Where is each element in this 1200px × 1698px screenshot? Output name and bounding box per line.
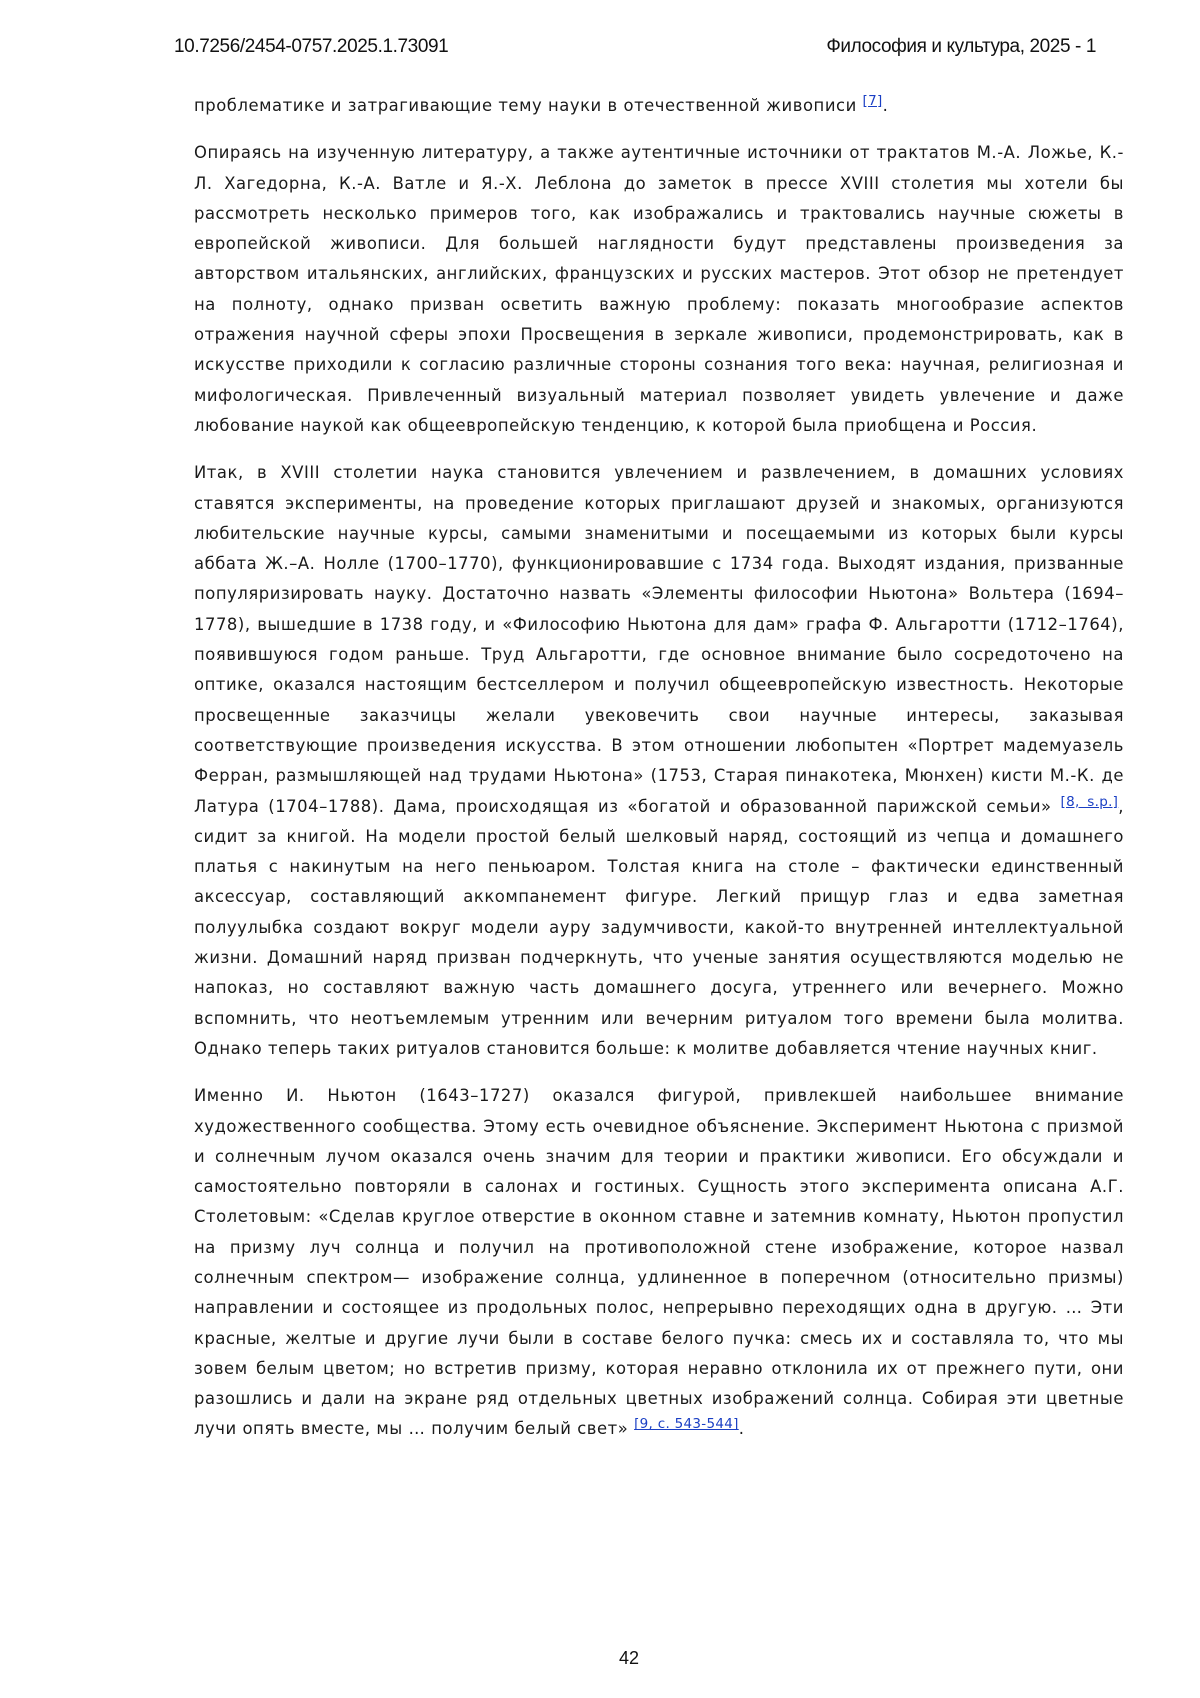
page-footer — [0, 1648, 1200, 1669]
article-body — [194, 91, 1124, 1462]
paragraph-2 — [194, 138, 1124, 441]
paragraph-3 — [194, 458, 1124, 1064]
page-number: 42 — [618, 1648, 640, 1668]
paragraph-text: . — [882, 96, 889, 115]
paragraph-text: Опираясь на изученную литературу, а также аутентичные источники от трактатов М.-А. Ложье, К.-Л. Хагедорна, К.-А. Ватле и Я.-Х. Леблона до заметок в прессе XVIII столетия мы хотели бы рассмотреть несколько примеров того, как изображались и трактовались научные сюжеты в европейской живописи. Для большей наглядности будут представлены произведения за авторством итальянских, английских, французских и русских мастеров. Этот обзор не претендует на полноту, однако призван осветить важную проблему: показать многообразие аспектов отражения научной сферы эпохи Просвещения в зеркале живописи, продемонстрировать, как в искусстве приходили к согласию различные стороны сознания того века: научная, религиозная и мифологическая. Привлеченный визуальный материал позволяет увидеть увлечение и даже любование наукой как общеевропейскую тенденцию, к которой была приобщена и Россия. — [194, 143, 1124, 435]
citation-link-7[interactable]: [7] — [862, 93, 883, 109]
citation-link-8[interactable]: [8, s.p.] — [1060, 793, 1119, 810]
paragraph-1 — [194, 91, 1124, 121]
paragraph-text: . — [738, 1419, 745, 1439]
paragraph-text: проблематике и затрагивающие тему науки в отечественной живописи — [194, 96, 863, 115]
paragraph-4 — [194, 1081, 1124, 1445]
journal-title: Философия и культура, 2025 - 1 — [826, 36, 1096, 57]
doi-label: 10.7256/2454-0757.2025.1.73091 — [174, 36, 449, 57]
paragraph-text: , сидит за книгой. На модели простой белый шелковый наряд, состоящий из чепца и домашнего платья с накинутым на него пеньюаром. Толстая книга на столе – фактически единственный аксессуар, составляющий аккомпанемент фигуре. Легкий прищур глаз и едва заметная полуулыбка создают вокруг модели ауру задумчивости, какой-то внутренней интеллектуальной жизни. Домашний наряд призван подчеркнуть, что ученые занятия осуществляются моделью не напоказ, но составляют важную часть домашнего досуга, утреннего или вечернего. Можно вспомнить, что неотъемлемым утренним или вечерним ритуалом того времени была молитва. Однако теперь таких ритуалов становится больше: к молитве добавляется чтение научных книг. — [194, 796, 1125, 1058]
citation-link-9[interactable]: [9, с. 543-544] — [634, 1416, 739, 1433]
page-header — [174, 36, 1096, 66]
paragraph-text: Именно И. Ньютон (1643–1727) оказался фигурой, привлекшей наибольшее внимание художественного сообщества. Этому есть очевидное объяснение. Эксперимент Ньютона с призмой и солнечным лучом оказался очень значим для теории и практики живописи. Его обсуждали и самостоятельно повторяли в салонах и гостиных. Сущность этого эксперимента описана А.Г. Столетовым: «Сделав круглое отверстие в оконном ставне и затемнив комнату, Ньютон пропустил на призму луч солнца и получил на противоположной стене изображение, которое назвал солнечным спектром— изображение солнца, удлиненное в поперечном (относительно призмы) направлении и состоящее из продольных полос, непрерывно переходящих одна в другую. … Эти красные, желтые и другие лучи были в составе белого пучка: смесь их и составляла то, что мы зовем белым цветом; но встретив призму, которая неравно отклонила их от прежнего пути, они разошлись и дали на экране ряд отдельных цветных изображений солнца. Собирая эти цветные лучи опять вместе, мы … получим белый свет» — [194, 1086, 1124, 1439]
paragraph-text: Итак, в XVIII столетии наука становится увлечением и развлечением, в домашних условиях ставятся эксперименты, на проведение которых приглашают друзей и знакомых, организуются любительские научные курсы, самыми знаменитыми и посещаемыми из которых были курсы аббата Ж.–А. Нолле (1700–1770), функционировавшие с 1734 года. Выходят издания, призванные популяризировать науку. Достаточно назвать «Элементы философии Ньютона» Вольтера (1694–1778), вышедшие в 1738 году, и «Философию Ньютона для дам» графа Ф. Альгаротти (1712–1764), появившуюся годом раньше. Труд Альгаротти, где основное внимание было сосредоточено на оптике, оказался настоящим бестселлером и получил общеевропейскую известность. Некоторые просвещенные заказчицы желали увековечить свои научные интересы, заказывая соответствующие произведения искусства. В этом отношении любопытен «Портрет мадемуазель Ферран, размышляющей над трудами Ньютона» (1753, Старая пинакотека, Мюнхен) кисти М.-К. де Латура (1704–1788). Дама, происходящая из «богатой и образованной парижской семьи» — [194, 463, 1124, 816]
